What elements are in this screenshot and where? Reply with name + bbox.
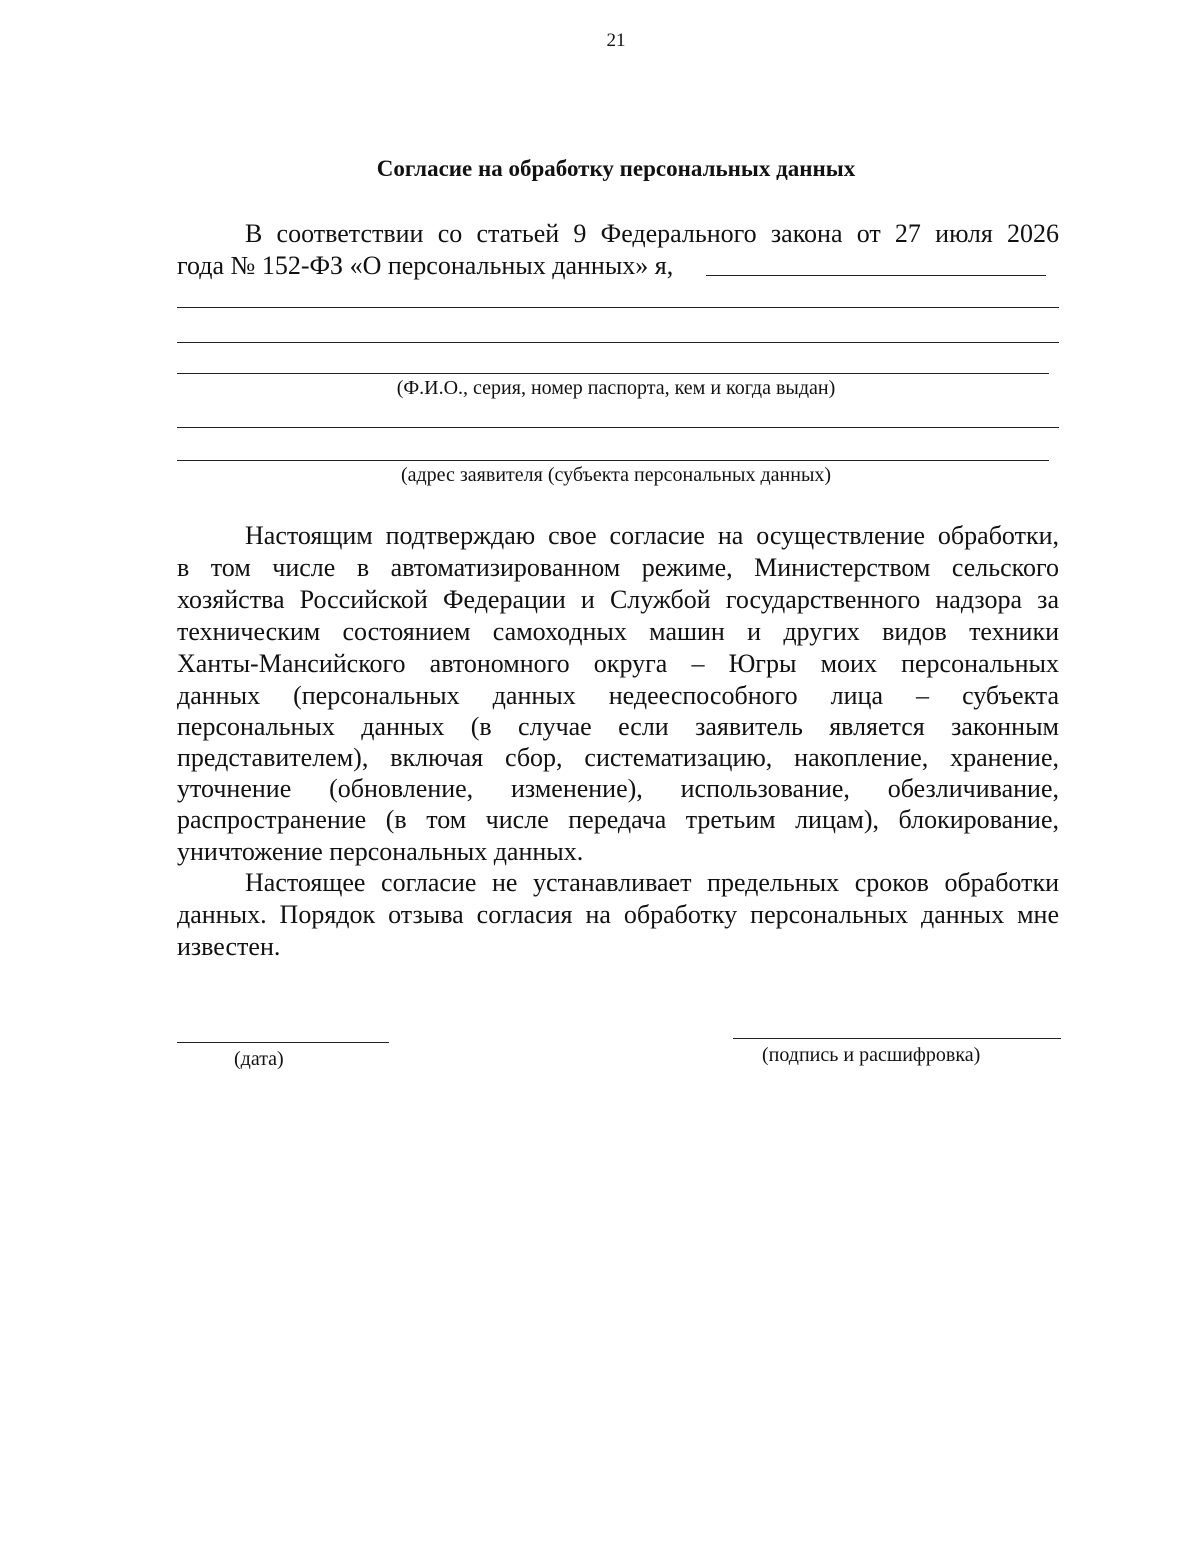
- consent-line: в том числе в автоматизированном режиме, Министерством сельского: [177, 553, 1059, 582]
- consent-line: уничтожение персональных данных.: [177, 837, 584, 866]
- identity-field-line-3[interactable]: [177, 373, 1049, 374]
- consent-line: персональных данных (в случае если заявитель является законным: [177, 712, 1059, 741]
- term-line: данных. Порядок отзыва согласия на обработку персональных данных мне: [177, 900, 1059, 929]
- identity-field-line-2[interactable]: [177, 342, 1059, 343]
- term-line: известен.: [177, 932, 281, 961]
- consent-line: распространение (в том числе передача третьим лицам), блокирование,: [177, 805, 1059, 834]
- consent-line: техническим состоянием самоходных машин и других видов техники: [177, 617, 1059, 646]
- signature-field-line[interactable]: [733, 1038, 1061, 1039]
- intro-line-2: года № 152-ФЗ «О персональных данных» я,: [177, 251, 674, 280]
- address-field-line-1[interactable]: [177, 427, 1059, 428]
- term-line: Настоящее согласие не устанавливает предельных сроков обработки: [245, 868, 1059, 897]
- name-field-line[interactable]: [706, 275, 1046, 276]
- page-number: 21: [606, 30, 626, 51]
- address-field-line-2[interactable]: [177, 460, 1049, 461]
- consent-line: данных (персональных данных недееспособного лица – субъекта: [177, 681, 1059, 710]
- consent-line: уточнение (обновление, изменение), использование, обезличивание,: [177, 774, 1059, 803]
- identity-field-line-1[interactable]: [177, 307, 1059, 308]
- identity-caption: (Ф.И.О., серия, номер паспорта, кем и когда выдан): [396, 377, 836, 399]
- address-caption: (адрес заявителя (субъекта персональных данных): [400, 464, 832, 486]
- consent-line: Настоящим подтверждаю свое согласие на осуществление обработки,: [245, 521, 1059, 550]
- consent-line: представителем), включая сбор, систематизацию, накопление, хранение,: [177, 743, 1059, 772]
- document-title: Согласие на обработку персональных данных: [376, 156, 856, 181]
- signature-label: (подпись и расшифровка): [762, 1044, 981, 1066]
- consent-line: Ханты-Мансийского автономного округа – Югры моих персональных: [177, 649, 1059, 678]
- date-label: (дата): [234, 1048, 284, 1070]
- consent-line: хозяйства Российской Федерации и Службой государственного надзора за: [177, 585, 1059, 614]
- date-field-line[interactable]: [177, 1042, 389, 1043]
